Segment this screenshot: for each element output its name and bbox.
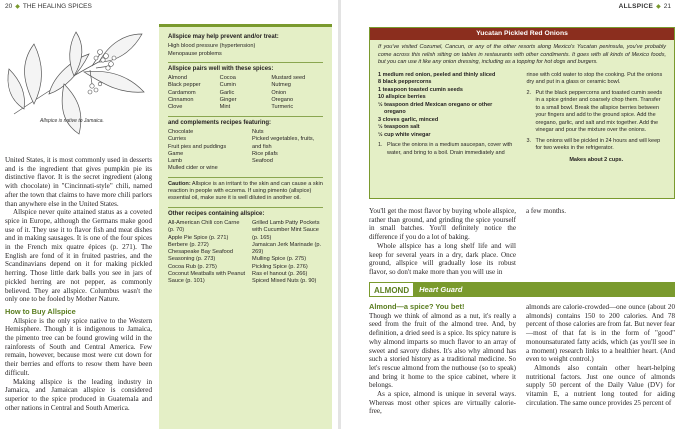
- recipe-intro: If you've visited Cozumel, Cancun, or any of the other resorts along Mexico's Yucatan peninsula, you've probably come across this relish sitting on tables in restaurants with other condiments. It goes with all kinds of Mexico foods, but you can use it like any onion dressing, including as a topping for hot dogs and burgers.: [378, 44, 666, 66]
- spice-item: Mustard seed: [271, 75, 306, 82]
- recipe-column-right: [527, 72, 667, 165]
- other-recipes-list: [168, 220, 323, 286]
- recipe-link: Pickling Spice (p. 276): [252, 263, 308, 270]
- treats-list: [168, 43, 323, 58]
- right-body-right: [526, 207, 675, 216]
- body-paragraph: Making allspice is the leading industry in Jamaica, and Jamaican allspice is considered superior to the spice produced in Guatemala and other nations in Central and South America.: [5, 377, 152, 412]
- recipe-yield: Makes about 2 cups.: [569, 156, 624, 163]
- spice-item: Turmeric: [271, 104, 294, 111]
- body-paragraph: a few months.: [526, 207, 566, 215]
- spice-item: Clove: [168, 104, 183, 111]
- ingredient: 8 black peppercorns: [378, 79, 432, 86]
- spice-item: Garlic: [219, 89, 235, 96]
- spice-item: Nutmeg: [271, 82, 291, 89]
- recipes-column: [168, 220, 246, 286]
- diamond-icon: ◆: [15, 4, 20, 10]
- list-item: Picked vegetables, fruits, and fish: [252, 136, 315, 150]
- divider: [168, 177, 323, 178]
- recipe-link: Ras el hanout (p. 266): [252, 271, 308, 278]
- running-head-left: [5, 2, 92, 11]
- ingredient-list: [378, 72, 518, 140]
- recipe-link: Mulling Spice (p. 275): [252, 256, 307, 263]
- features-column: [168, 129, 246, 173]
- almond-column-right: [526, 303, 675, 407]
- pairs-list: [168, 75, 323, 111]
- features-column: [252, 129, 323, 173]
- body-paragraph: Allspice is the only spice native to the Western Hemisphere. Though it is indigenous to Jamaica, the pimento tree can be found growing wild in the rainforests of South and Central America. Few remain, however, because most were cut down for their berries and efforts to resow them have been difficult.: [5, 316, 152, 377]
- recipe-step: 1. Place the onions in a medium saucepan, cover with water, and bring to a boil. Drain immediately and: [378, 142, 513, 156]
- spice-item: Cumin: [219, 82, 236, 89]
- recipe-link: Spiced Mixed Nuts (p. 90): [252, 278, 317, 285]
- ingredient: 1 medium red onion, peeled and thinly sliced: [378, 71, 496, 78]
- page-number: 20: [5, 3, 13, 10]
- right-page: [341, 0, 679, 429]
- ingredient: 1 teaspoon toasted cumin seeds: [378, 86, 463, 93]
- recipe-link: Grilled Lamb Patty Pockets with Cucumber Mint Sauce (p. 165): [252, 219, 320, 241]
- spice-item: Cocoa: [219, 75, 236, 82]
- recipe-link: Chesapeake Bay Seafood Seasoning (p. 273): [168, 249, 233, 263]
- banner-subtitle: Heart Guard: [419, 285, 463, 294]
- banner-word: ALMOND: [369, 282, 414, 297]
- divider: [168, 116, 323, 117]
- ingredient: 10 allspice berries: [378, 94, 426, 101]
- body-paragraph: United States, it is most commonly used in desserts and is the ingredient that gives pumpkin pie its distinctive flavor. It is the secret ingredient (along with chocolate) in "Cincinnati-style" chili, named after the town that claims to have more chili parlors than anywhere else in the United States.: [5, 156, 152, 208]
- caution-note: [168, 181, 323, 203]
- ingredient: 3 cloves garlic, minced: [378, 116, 439, 123]
- allspice-branch-illustration: [4, 14, 152, 154]
- running-head-title: THE HEALING SPICES: [22, 3, 92, 10]
- list-item: High blood pressure (hypertension): [168, 43, 256, 50]
- recipe-step-continued: rinse with cold water to stop the cooking. Put the onions dry and put in a glass or ceramic bowl.: [526, 71, 663, 86]
- sidebar-heading: Allspice pairs well with these spices:: [168, 65, 274, 72]
- sidebar-heading: Other recipes containing allspice:: [168, 210, 265, 217]
- sidebar-heading: and complements recipes featuring:: [168, 119, 272, 126]
- body-paragraph: As a spice, almond is unique in several ways. Whereas most other spices are virtually calorie-free,: [369, 390, 516, 416]
- list-item: Mulled cider or wine: [168, 165, 218, 172]
- allspice-sidebar: [159, 27, 332, 429]
- recipe-step: 2. Put the black peppercorns and toasted cumin seeds in a spice grinder and coarsely chop them. Transfer to a small bowl. Break the allspice berries between your fingers and add to the ground spice. Add the oregano, garlic, and salt and mix together. Add the vinegar and pour the mixture over the onions.: [526, 89, 663, 134]
- illustration-caption: Allspice is native to Jamaica.: [40, 118, 104, 124]
- list-item: Nuts: [252, 128, 264, 135]
- list-item: Chocolate: [168, 128, 194, 135]
- recipe-title: Yucatan Pickled Red Onions: [370, 28, 674, 40]
- spice-item: Mint: [219, 104, 231, 111]
- caution-text: Allspice is an irritant to the skin and can cause a skin reaction in people with eczema. If using pimento (allspice) essential oil, make sure it is well diluted in another oil.: [168, 180, 323, 202]
- divider: [168, 207, 323, 208]
- list-item: Rice pilafs: [252, 150, 278, 157]
- recipe-step: 3. The onions will be pickled in 24 hours and will keep for two weeks in the refrigerator.: [526, 137, 661, 152]
- spice-item: Ginger: [219, 97, 237, 104]
- recipe-link: Cocoa Rub (p. 275): [168, 263, 217, 270]
- ingredient: ½ teaspoon dried Mexican oregano or other: [378, 101, 493, 108]
- body-paragraph: Though we think of almond as a nut, it's really a seed from the fruit of the almond tree. And, by definition, a dried seed is a spice. Its spicy nature is why almond imparts so much flavor to an array of sweet and savory dishes. It's also why almond has such a storied history as a traditional medicine. So let's rescue almond from the nuthouse (so to speak) and bring it home to the spice cabinet, where it belongs.: [369, 311, 516, 390]
- body-paragraph: Whole allspice has a long shelf life and will keep for several years in a dry, dark place. Once ground, allspice will gradually lose its robust flavor, so don't make more than you will use in: [369, 241, 516, 276]
- recipe-link: All-American Chili con Carne (p. 70): [168, 219, 240, 234]
- section-heading: Almond—a spice? You bet!: [369, 302, 465, 311]
- recipe-link: Berbere (p. 272): [168, 241, 209, 248]
- page-number: 21: [663, 3, 671, 10]
- spice-item: Black pepper: [168, 82, 201, 89]
- left-body-text: [5, 156, 152, 412]
- body-paragraph: Almonds also contain other heart-helping nutritional factors. Just one ounce of almonds supply 50 percent of the Daily Value (DV) for vitamin E, a nutrient long touted for aiding circulation. The same ounce provides 25 percent of: [526, 363, 675, 407]
- sidebar-heading: Allspice may help prevent and/or treat:: [168, 34, 279, 40]
- recipe-link: Apple Pie Spice (p. 271): [168, 234, 229, 241]
- section-heading: How to Buy Allspice: [5, 306, 76, 316]
- body-paragraph: You'll get the most flavor by buying whole allspice, rather than ground, and grinding the spice yourself in small batches. You'll definitely notice the difference if you do a lot of baking.: [369, 207, 516, 242]
- ingredient-note: oregano: [384, 109, 406, 116]
- almond-banner: [369, 282, 675, 297]
- body-paragraph: Allspice never quite attained status as a coveted spice in Europe, although the Germans make good use of it. They use it to flavor fish and meat dishes and in making sausages. It is one of the four spices in the French mix quatre épices (p. 271). The English are fond of it in fruited pastries, and the Scandinavians depend on it for making pickled herring. Those little dark balls you see in jars of pickled herring are not pepper, as commonly believed. They are allspice. Columbus wasn't the only one to be fooled by Mother Nature.: [5, 208, 152, 304]
- spice-item: Cardamom: [168, 89, 196, 96]
- right-body-left: [369, 207, 516, 277]
- list-item: Menopause problems: [168, 50, 222, 57]
- recipe-box: [369, 27, 675, 199]
- running-head-right: [619, 2, 671, 11]
- recipe-link: Coconut Meatballs with Peanut Sauce (p. 101): [168, 271, 246, 285]
- ingredient: ½ teaspoon salt: [378, 124, 420, 131]
- list-item: Game: [168, 150, 184, 157]
- list-item: Seafood: [252, 158, 273, 165]
- body-paragraph: almonds are calorie-crowded—one ounce (about 20 almonds) contains 150 to 200 calories. And 78 percent of those calories are from fat. But never fear—most of that fat is in the form of "good" monounsaturated fatty acids, which (as you'll see in a moment) research links to a healthier heart. (And even to weight control.): [526, 303, 675, 364]
- ingredient: ½ cup white vinegar: [378, 131, 431, 138]
- recipe-link: Jamaican Jerk Marinade (p. 269): [252, 241, 322, 256]
- recipe-column-left: [378, 72, 518, 165]
- left-page: [0, 0, 338, 429]
- list-item: Curries: [168, 136, 187, 143]
- caution-label: Caution:: [168, 180, 191, 187]
- diamond-icon: ◆: [656, 4, 661, 10]
- list-item: Lamb: [168, 158, 182, 165]
- divider: [168, 62, 323, 63]
- list-item: Fruit pies and puddings: [168, 143, 227, 150]
- features-list: [168, 129, 323, 173]
- almond-column-left: [369, 303, 516, 416]
- running-head-title: ALLSPICE: [618, 3, 654, 10]
- spice-item: Oregano: [271, 97, 294, 104]
- recipes-column: [252, 220, 323, 286]
- recipe-columns: [370, 67, 674, 165]
- spice-item: Almond: [168, 75, 187, 82]
- spice-item: Cinnamon: [168, 97, 194, 104]
- spice-item: Onion: [271, 89, 287, 96]
